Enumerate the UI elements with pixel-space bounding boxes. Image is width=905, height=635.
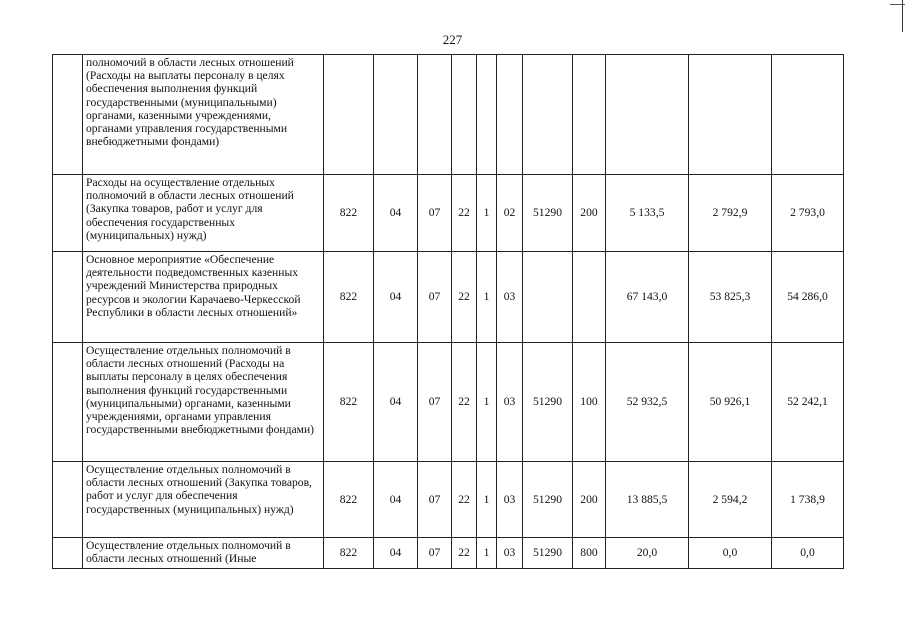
ministry-code-cell: 822 — [324, 252, 374, 343]
amount-2-cell: 50 926,1 — [689, 343, 772, 462]
expense-type-cell: 200 — [573, 462, 606, 538]
program-code-cell: 22 — [452, 252, 477, 343]
direction-code-cell — [523, 55, 573, 175]
amount-3-cell: 54 286,0 — [772, 252, 844, 343]
amount-3-cell: 1 738,9 — [772, 462, 844, 538]
program-code-cell: 22 — [452, 462, 477, 538]
subsection-code-cell: 07 — [418, 462, 452, 538]
section-code-cell: 04 — [374, 252, 418, 343]
row-index-cell — [53, 252, 83, 343]
amount-1-cell: 5 133,5 — [606, 175, 689, 252]
direction-code-cell: 51290 — [523, 538, 573, 569]
subprogram-code-cell: 1 — [477, 343, 497, 462]
description-cell: полномочий в области лесных отношений (Расходы на выплаты персоналу в целях обеспечения выполнения функций государственными (муниципальными) органами, казенными учреждениями, органами управления государственными внебюджетными фондами) — [83, 55, 324, 175]
ministry-code-cell: 822 — [324, 462, 374, 538]
table-row — [53, 175, 844, 252]
subsection-code-cell: 07 — [418, 343, 452, 462]
direction-code-cell: 51290 — [523, 175, 573, 252]
direction-code-cell: 51290 — [523, 462, 573, 538]
amount-2-cell: 2 792,9 — [689, 175, 772, 252]
amount-2-cell: 2 594,2 — [689, 462, 772, 538]
description-cell: Осуществление отдельных полномочий в области лесных отношений (Иные — [83, 538, 324, 569]
section-code-cell: 04 — [374, 343, 418, 462]
description-cell: Основное мероприятие «Обеспечение деятельности подведомственных казенных учреждений Министерства природных ресурсов и экологии Карачаево-Черкесской Республики в области лесных отношений» — [83, 252, 324, 343]
program-code-cell: 22 — [452, 538, 477, 569]
program-code-cell: 22 — [452, 175, 477, 252]
row-index-cell — [53, 462, 83, 538]
amount-3-cell — [772, 55, 844, 175]
expense-type-cell: 200 — [573, 175, 606, 252]
table-row — [53, 55, 844, 175]
ministry-code-cell: 822 — [324, 538, 374, 569]
event-code-cell: 03 — [497, 538, 523, 569]
section-code-cell — [374, 55, 418, 175]
program-code-cell — [452, 55, 477, 175]
event-code-cell — [497, 55, 523, 175]
expense-type-cell — [573, 55, 606, 175]
row-index-cell — [53, 175, 83, 252]
amount-1-cell: 20,0 — [606, 538, 689, 569]
direction-code-cell: 51290 — [523, 343, 573, 462]
ministry-code-cell: 822 — [324, 175, 374, 252]
subsection-code-cell: 07 — [418, 538, 452, 569]
program-code-cell: 22 — [452, 343, 477, 462]
amount-3-cell: 2 793,0 — [772, 175, 844, 252]
event-code-cell: 03 — [497, 462, 523, 538]
budget-table — [52, 54, 844, 569]
expense-type-cell: 100 — [573, 343, 606, 462]
subprogram-code-cell: 1 — [477, 175, 497, 252]
amount-2-cell — [689, 55, 772, 175]
table-row — [53, 343, 844, 462]
expense-type-cell: 800 — [573, 538, 606, 569]
subsection-code-cell — [418, 55, 452, 175]
event-code-cell: 02 — [497, 175, 523, 252]
table-row — [53, 538, 844, 569]
amount-1-cell: 52 932,5 — [606, 343, 689, 462]
amount-3-cell: 0,0 — [772, 538, 844, 569]
amount-3-cell: 52 242,1 — [772, 343, 844, 462]
description-cell: Расходы на осуществление отдельных полномочий в области лесных отношений (Закупка товаров, работ и услуг для обеспечения государственных (муниципальных) нужд) — [83, 175, 324, 252]
page-number: 227 — [442, 32, 463, 47]
section-code-cell: 04 — [374, 462, 418, 538]
section-code-cell: 04 — [374, 175, 418, 252]
subprogram-code-cell: 1 — [477, 462, 497, 538]
table-row — [53, 462, 844, 538]
section-code-cell: 04 — [374, 538, 418, 569]
subprogram-code-cell: 1 — [477, 252, 497, 343]
event-code-cell: 03 — [497, 343, 523, 462]
amount-1-cell: 67 143,0 — [606, 252, 689, 343]
row-index-cell — [53, 343, 83, 462]
event-code-cell: 03 — [497, 252, 523, 343]
subprogram-code-cell: 1 — [477, 538, 497, 569]
description-cell: Осуществление отдельных полномочий в области лесных отношений (Закупка товаров, работ и услуг для обеспечения государственных (муниципальных) нужд) — [83, 462, 324, 538]
direction-code-cell — [523, 252, 573, 343]
ministry-code-cell — [324, 55, 374, 175]
subsection-code-cell: 07 — [418, 175, 452, 252]
expense-type-cell — [573, 252, 606, 343]
amount-1-cell — [606, 55, 689, 175]
amount-1-cell: 13 885,5 — [606, 462, 689, 538]
row-index-cell — [53, 538, 83, 569]
amount-2-cell: 53 825,3 — [689, 252, 772, 343]
amount-2-cell: 0,0 — [689, 538, 772, 569]
subsection-code-cell: 07 — [418, 252, 452, 343]
description-cell: Осуществление отдельных полномочий в области лесных отношений (Расходы на выплаты персоналу в целях обеспечения выполнения функций государственными (муниципальными) органами, казенными учреждениями, органами управления государственными внебюджетными фондами) — [83, 343, 324, 462]
table-row — [53, 252, 844, 343]
row-index-cell — [53, 55, 83, 175]
scan-edge-line — [902, 0, 903, 32]
subprogram-code-cell — [477, 55, 497, 175]
ministry-code-cell: 822 — [324, 343, 374, 462]
